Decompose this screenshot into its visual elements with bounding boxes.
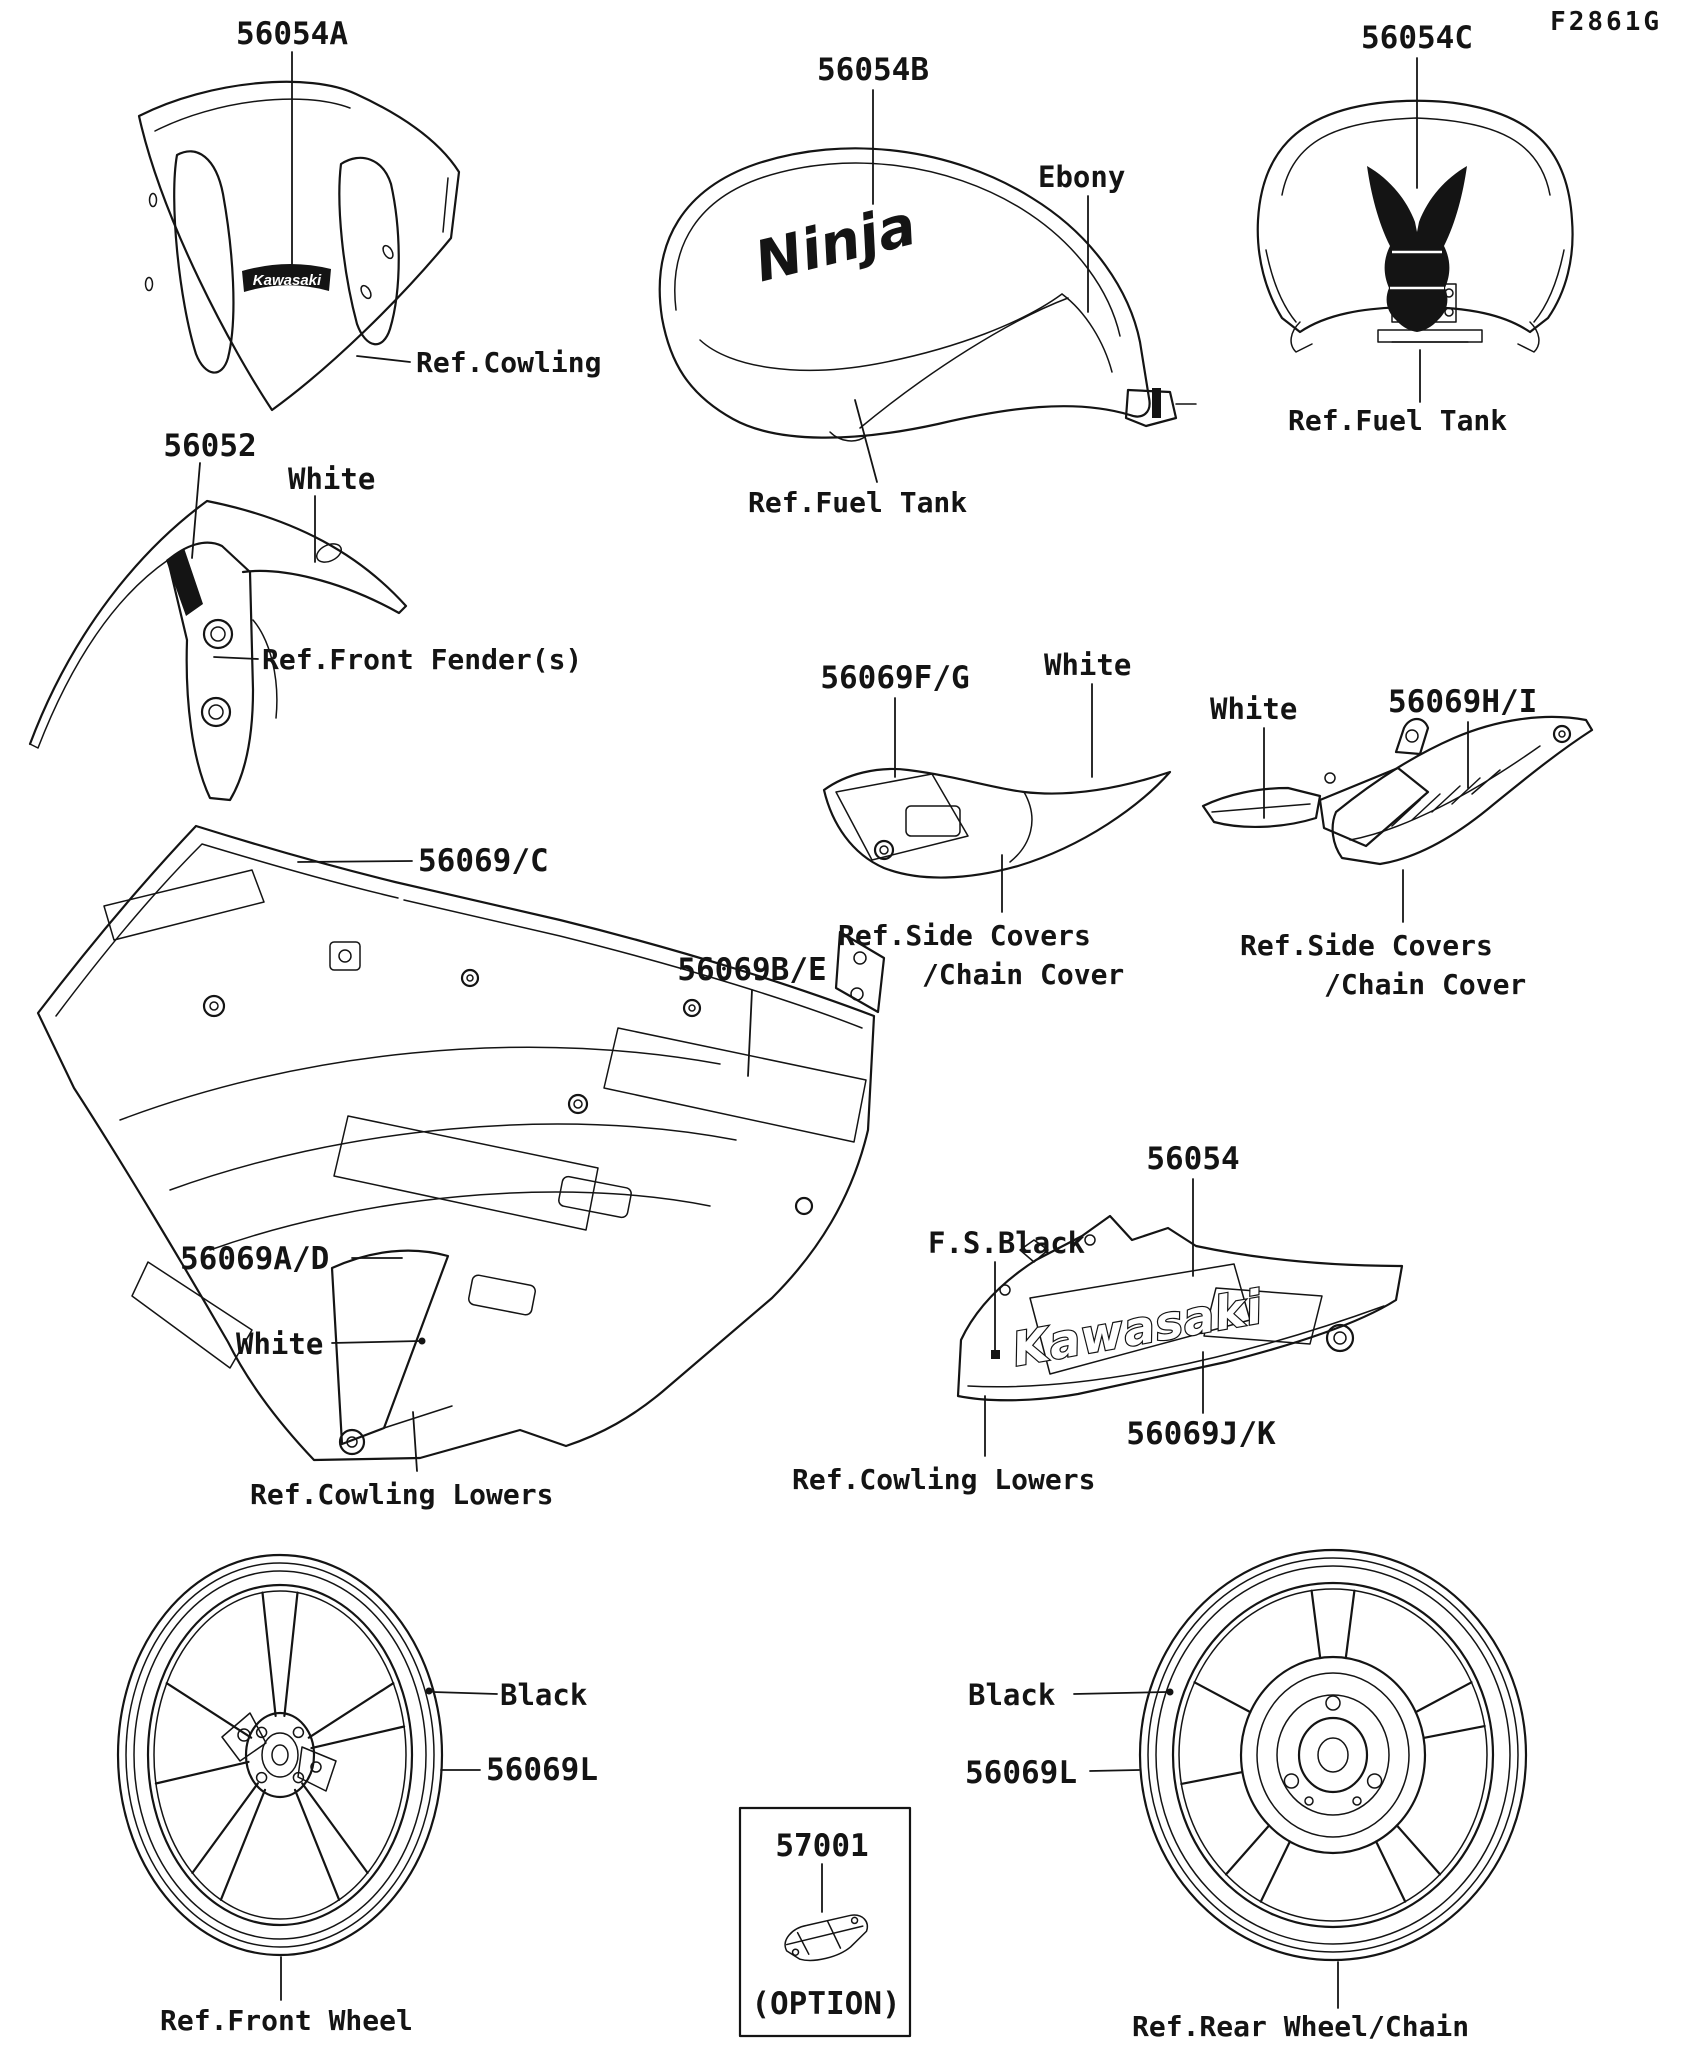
color-label-white-fender: White (288, 462, 376, 496)
option-box (740, 1808, 910, 2036)
ref-label-side-covers-right-line2: /Chain Cover (1324, 968, 1527, 1001)
side-cover-mid-drawing (824, 769, 1170, 878)
part-number-56069ad: 56069A/D (180, 1241, 330, 1277)
color-label-white-side-right: White (1210, 692, 1298, 726)
part-number-56069be: 56069B/E (677, 952, 827, 988)
part-number-57001: 57001 (775, 1828, 869, 1864)
ref-label-cowling-lowers-left: Ref.Cowling Lowers (250, 1478, 554, 1511)
part-number-56069fg: 56069F/G (820, 660, 970, 696)
ref-label-side-covers-mid-line2: /Chain Cover (922, 958, 1125, 991)
diagram-code: F2861G (1550, 7, 1662, 37)
part-number-56069hi: 56069H/I (1388, 684, 1538, 720)
ref-label-side-covers-right-line1: Ref.Side Covers (1240, 929, 1493, 962)
ref-label-fuel-tank-rear: Ref.Fuel Tank (1288, 404, 1508, 437)
part-number-56054: 56054 (1146, 1141, 1240, 1177)
side-cover-right-drawing (1203, 717, 1592, 864)
part-number-56054c: 56054C (1361, 20, 1473, 56)
part-number-56069-c: 56069/C (418, 843, 549, 879)
fender-decal (166, 548, 203, 616)
front-wheel-drawing (118, 1555, 442, 1955)
color-label-ebony: Ebony (1038, 160, 1126, 194)
ref-label-front-wheel: Ref.Front Wheel (160, 2004, 413, 2037)
ref-label-side-covers-mid-line1: Ref.Side Covers (838, 919, 1091, 952)
part-number-56069l-front: 56069L (486, 1752, 598, 1788)
part-number-56069jk: 56069J/K (1126, 1416, 1276, 1452)
color-label-fsblack: F.S.Black (928, 1226, 1086, 1260)
option-part-drawing (781, 1907, 873, 1969)
windscreen-kawasaki-decal: Kawasaki (252, 272, 322, 289)
tank-ninja-decal: Ninja (748, 192, 923, 296)
fuel-tank-rear-drawing (1258, 101, 1573, 352)
ref-label-cowling: Ref.Cowling (416, 346, 602, 379)
ref-label-rear-wheel: Ref.Rear Wheel/Chain (1132, 2010, 1470, 2043)
part-number-56054b: 56054B (817, 52, 929, 88)
tank-pad-decal (1367, 166, 1467, 332)
color-label-black-rear-wheel: Black (968, 1678, 1056, 1712)
color-label-black-front-wheel: Black (500, 1678, 588, 1712)
rear-wheel-drawing (1140, 1550, 1526, 1960)
ref-label-fuel-tank-side: Ref.Fuel Tank (748, 486, 968, 519)
cowling-lowers-left-drawing (38, 826, 884, 1460)
color-label-white-side-mid: White (1044, 648, 1132, 682)
cowl-kawasaki-decal: Kawasaki (1008, 1279, 1267, 1377)
color-label-white-cowling-lower: White (236, 1327, 324, 1361)
option-caption: (OPTION) (751, 1986, 901, 2022)
part-number-56052: 56052 (163, 428, 257, 464)
part-number-56054a: 56054A (236, 16, 348, 52)
windscreen-drawing (139, 82, 459, 410)
part-number-56069l-rear: 56069L (965, 1755, 1077, 1791)
ref-label-cowling-lowers-right: Ref.Cowling Lowers (792, 1463, 1096, 1496)
ref-label-front-fender: Ref.Front Fender(s) (262, 643, 583, 676)
